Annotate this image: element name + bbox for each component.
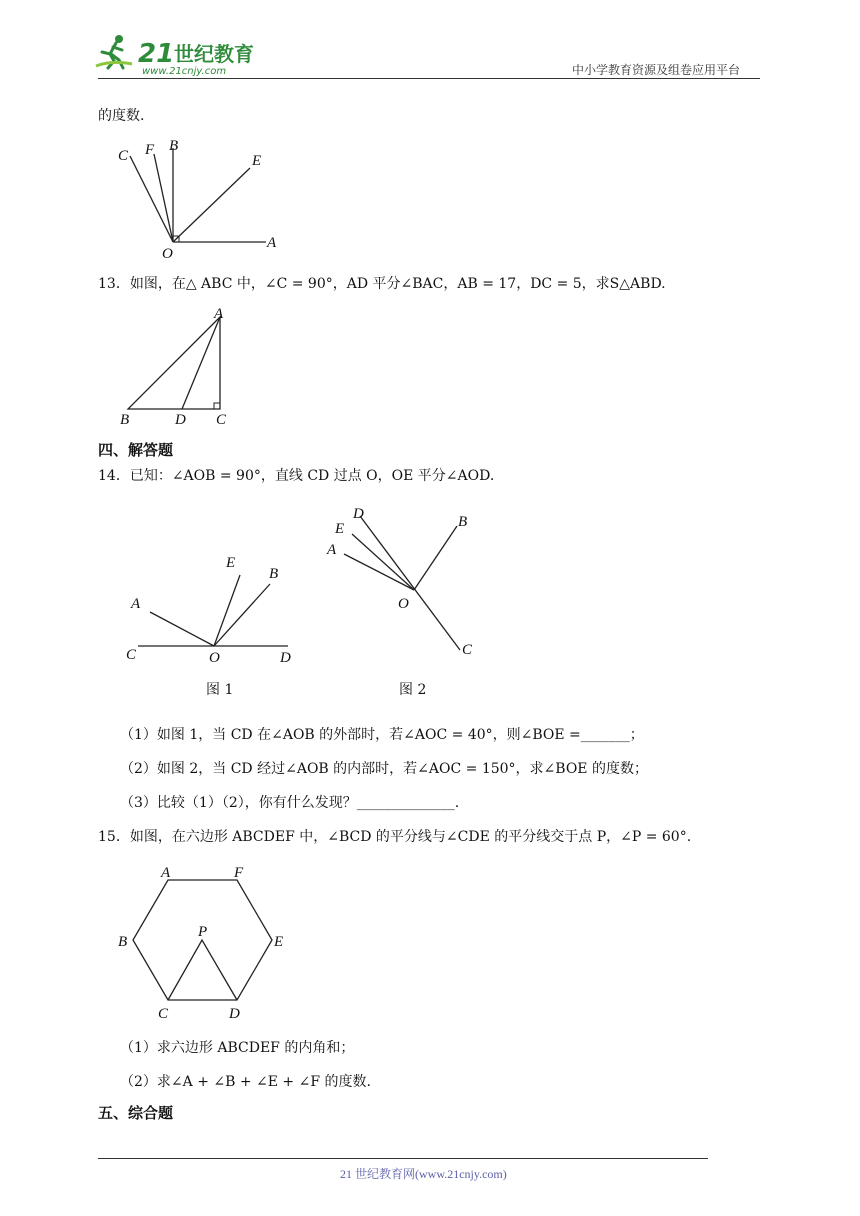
logo-url: www.21cnjy.com (142, 66, 227, 77)
label-f: F (145, 142, 155, 158)
label-e: E (226, 555, 236, 571)
figure-caption-1: 图 1 (206, 682, 234, 698)
figure-q15 (112, 860, 302, 1024)
q15-text: 15．如图，在六边形 ABCDEF 中，∠BCD 的平分线与∠CDE 的平分线交于点 P，∠P = 60°. (98, 829, 692, 845)
label-p: P (198, 924, 208, 940)
footer-rule (98, 1158, 708, 1159)
footer-text: 21 世纪教育网(www.21cnjy.com) (340, 1167, 507, 1181)
header-rule (98, 78, 760, 79)
label-c: C (216, 412, 227, 428)
label-f: F (234, 865, 244, 881)
label-a: A (214, 306, 224, 322)
figure-caption-2: 图 2 (399, 682, 427, 698)
section-heading-5: 五、综合题 (98, 1104, 174, 1122)
section-heading-4: 四、解答题 (98, 441, 174, 459)
site-logo (92, 30, 262, 78)
label-o: O (209, 650, 220, 666)
label-d: D (175, 412, 186, 428)
q14-part-1: （1）如图 1，当 CD 在∠AOB 的外部时，若∠AOC = 40°，则∠BOE =_______； (120, 727, 644, 743)
label-o: O (162, 246, 173, 260)
label-b: B (120, 412, 130, 428)
label-e: E (274, 934, 284, 950)
label-c: C (158, 1006, 169, 1022)
label-a: A (131, 596, 141, 612)
label-b: B (169, 138, 179, 154)
label-e: E (335, 521, 345, 537)
header-platform-text: 中小学教育资源及组卷应用平台 (572, 63, 741, 77)
label-a: A (161, 865, 171, 881)
label-o: O (398, 596, 409, 612)
figure-q14-1 (120, 548, 310, 668)
figure-q13 (114, 305, 234, 430)
q13-text: 13．如图，在△ ABC 中，∠C = 90°，AD 平分∠BAC，AB = 17，DC = 5，求S△ABD. (98, 276, 666, 292)
figure-q14-2 (322, 502, 482, 662)
q14-part-3: （3）比较（1）（2），你有什么发现？______________. (120, 795, 460, 811)
q15-part-2: （2）求∠A + ∠B + ∠E + ∠F 的度数. (120, 1074, 371, 1090)
logo-number: 21 (138, 39, 175, 69)
q12-tail-text: 的度数. (98, 108, 145, 124)
label-a: A (267, 235, 277, 251)
label-e: E (252, 153, 262, 169)
logo-text: 世纪教育 (174, 42, 254, 66)
label-b: B (458, 514, 468, 530)
label-d: D (353, 506, 364, 522)
runner-icon (96, 35, 132, 68)
label-a: A (327, 542, 337, 558)
label-c: C (118, 148, 129, 164)
q15-part-1: （1）求六边形 ABCDEF 的内角和； (120, 1040, 355, 1056)
label-b: B (118, 934, 128, 950)
label-c: C (462, 642, 473, 658)
label-d: D (280, 650, 291, 666)
q14-part-2: （2）如图 2，当 CD 经过∠AOB 的内部时，若∠AOC = 150°，求∠BOE 的度数； (120, 761, 648, 777)
label-d: D (229, 1006, 240, 1022)
label-b: B (269, 566, 279, 582)
figure-q12 (110, 134, 290, 260)
q14-text: 14．已知：∠AOB = 90°，直线 CD 过点 O，OE 平分∠AOD. (98, 468, 495, 484)
label-c: C (126, 647, 137, 663)
